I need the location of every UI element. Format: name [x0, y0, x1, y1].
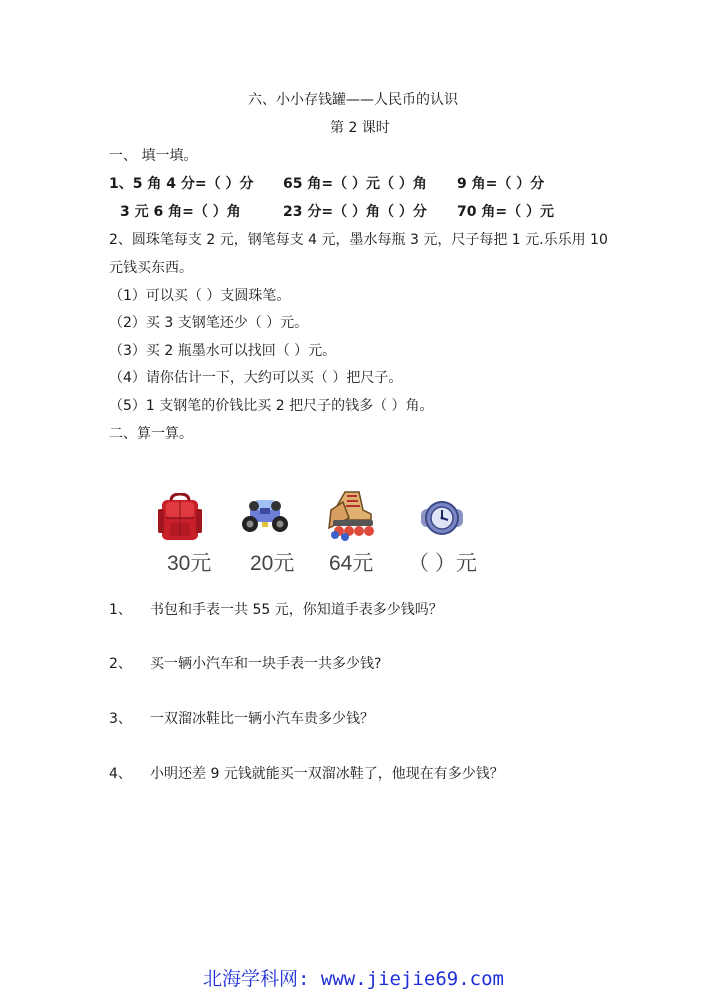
toy-car-price: 20元 — [250, 552, 295, 575]
q2-text-line1: 2、圆珠笔每支 2 元，钢笔每支 4 元，墨水每瓶 3 元，尺子每把 1 元.乐乐用 10 — [109, 232, 608, 248]
s2-question-4-number: 4、 — [109, 766, 132, 782]
q2-item-1: （1）可以买（ ）支圆珠笔。 — [109, 288, 291, 304]
toy-car-icon — [240, 494, 290, 538]
s2-question-2-text: 买一辆小汽车和一块手表一共多少钱? — [150, 656, 382, 672]
section1-heading: 一、 填一填。 — [109, 148, 198, 164]
q1-row1-item3: 9 角=（ ）分 — [457, 176, 545, 192]
s2-question-1-text: 书包和手表一共 55 元，你知道手表多少钱吗？ — [150, 602, 443, 618]
watch-price: （ ）元 — [408, 552, 477, 575]
watch-icon — [419, 495, 465, 541]
q1-row2-item3: 70 角=（ ）元 — [457, 204, 554, 220]
s2-question-3-text: 一双溜冰鞋比一辆小汽车贵多少钱？ — [150, 711, 374, 727]
q2-item-5: （5）1 支钢笔的价钱比买 2 把尺子的钱多（ ）角。 — [109, 398, 434, 414]
backpack-icon — [157, 493, 203, 541]
q1-row1-item1: 1、5 角 4 分=（ ）分 — [109, 176, 254, 192]
s2-question-1-number: 1、 — [109, 602, 132, 618]
q2-item-3: （3）买 2 瓶墨水可以找回（ ）元。 — [109, 343, 337, 359]
q1-row1-item2: 65 角=（ ）元（ ）角 — [283, 176, 427, 192]
q1-row2-item1: 3 元 6 角=（ ）角 — [120, 204, 241, 220]
roller-skates-icon — [325, 488, 377, 542]
s2-question-4-text: 小明还差 9 元钱就能买一双溜冰鞋了，他现在有多少钱？ — [150, 766, 504, 782]
site-footer: 北海学科网: www.jiejie69.com — [203, 968, 504, 990]
q2-text-line2: 元钱买东西。 — [109, 260, 193, 276]
q1-row2-item2: 23 分=（ ）角（ ）分 — [283, 204, 427, 220]
q2-item-2: （2）买 3 支钢笔还少（ ）元。 — [109, 315, 309, 331]
roller-skates-price: 64元 — [329, 552, 374, 575]
backpack-price: 30元 — [167, 552, 212, 575]
lesson-subtitle: 第 2 课时 — [330, 120, 390, 136]
s2-question-2-number: 2、 — [109, 656, 132, 672]
page-title: 六、小小存钱罐——人民币的认识 — [248, 92, 458, 108]
q2-item-4: （4）请你估计一下，大约可以买（ ）把尺子。 — [109, 370, 403, 386]
section2-heading: 二、算一算。 — [109, 426, 193, 442]
s2-question-3-number: 3、 — [109, 711, 132, 727]
